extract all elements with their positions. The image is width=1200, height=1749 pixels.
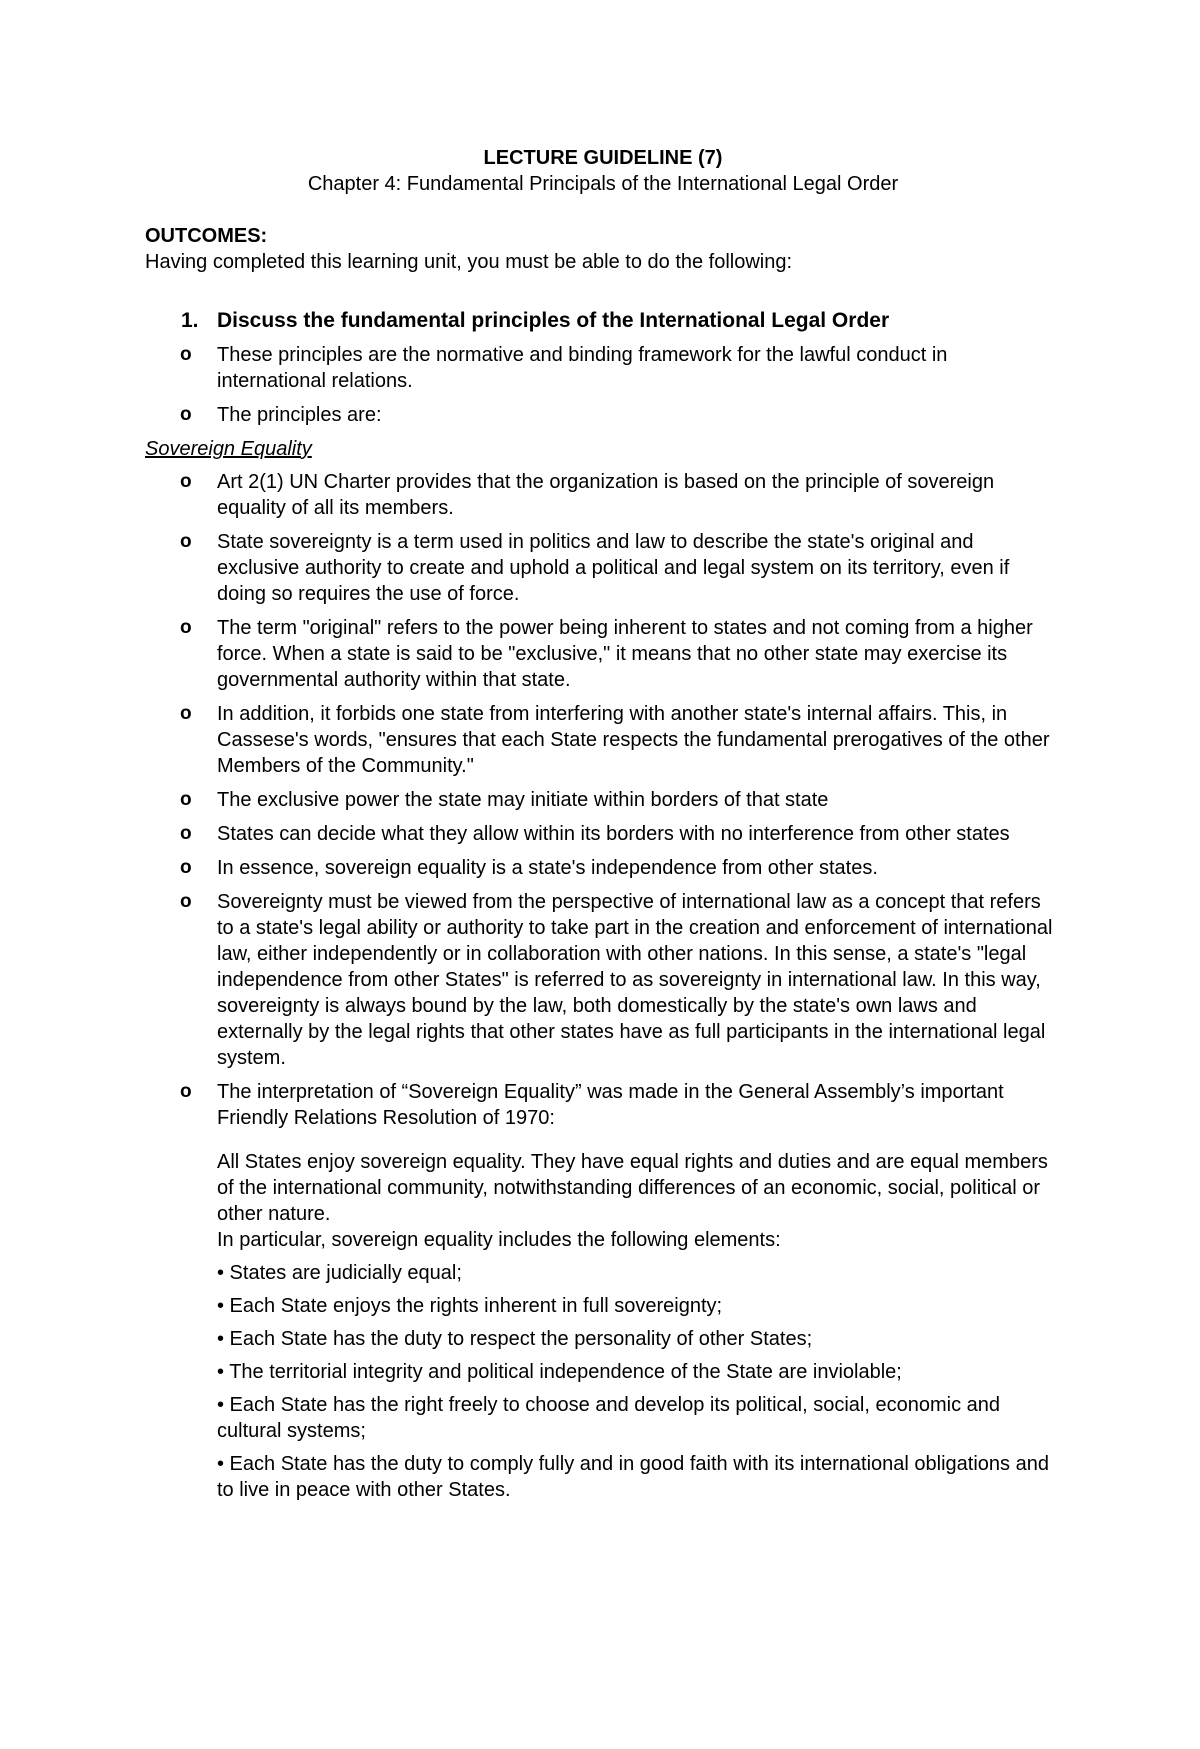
outcome-heading <box>145 308 1061 334</box>
list-item: • Each State has the duty to respect the personality of other States; <box>217 1328 813 1350</box>
list-item-text: The interpretation of “Sovereign Equality” was made in the General Assembly’s important Friendly Relations Resolution of 1970: <box>217 1081 1004 1129</box>
bullet-icon: o <box>180 789 192 810</box>
list-item <box>145 855 1061 881</box>
list-item-text: The exclusive power the state may initiate within borders of that state <box>217 789 829 811</box>
sovereign-equality-points <box>145 469 1061 1131</box>
list-item-text: States can decide what they allow within its borders with no interference from other states <box>217 823 1010 845</box>
list-item-text: The principles are: <box>217 404 382 426</box>
document-subtitle: Chapter 4: Fundamental Principals of the International Legal Order <box>307 173 899 195</box>
list-item: • States are judicially equal; <box>217 1262 462 1284</box>
bullet-icon: o <box>180 823 192 844</box>
list-item: • Each State has the right freely to choose and develop its political, social, economic and cultural systems; <box>217 1394 1001 1442</box>
list-item <box>145 402 1061 428</box>
list-item: • Each State has the duty to comply fully and in good faith with its international obligations and to live in peace with other States. <box>217 1453 1049 1501</box>
bullet-icon: o <box>180 344 192 365</box>
bullet-icon: o <box>180 1081 192 1102</box>
list-item-text: In essence, sovereign equality is a state's independence from other states. <box>217 857 878 879</box>
bullet-icon: o <box>180 857 192 878</box>
list-item <box>145 342 1061 394</box>
list-item <box>145 889 1061 1071</box>
document-body <box>145 145 1061 1510</box>
bullet-icon: o <box>180 531 192 552</box>
list-item <box>145 787 1061 813</box>
list-item <box>145 821 1061 847</box>
list-item-text: These principles are the normative and binding framework for the lawful conduct in international relations. <box>217 344 948 392</box>
list-item <box>145 701 1061 779</box>
outcome-heading-text: Discuss the fundamental principles of the International Legal Order <box>217 309 890 332</box>
list-item-text: The term "original" refers to the power being inherent to states and not coming from a higher force. When a state is said to be "exclusive," it means that no other state may exercise its governmental authority within that state. <box>217 617 1033 691</box>
list-item <box>145 469 1061 521</box>
elements-list <box>217 1260 1061 1503</box>
outcome-number: 1. <box>181 309 199 332</box>
list-item-text: State sovereignty is a term used in politics and law to describe the state's original and exclusive authority to create and uphold a political and legal system on its territory, even if doing so requires the use of force. <box>217 531 1010 605</box>
quote-intro: In particular, sovereign equality includes the following elements: <box>217 1229 781 1251</box>
list-item <box>145 615 1061 693</box>
bullet-icon: o <box>180 891 192 912</box>
document-title: LECTURE GUIDELINE (7) <box>483 147 723 169</box>
intro-points-list <box>145 342 1061 428</box>
bullet-icon: o <box>180 471 192 492</box>
list-item-text: Art 2(1) UN Charter provides that the organization is based on the principle of sovereign equality of all its members. <box>217 471 995 519</box>
quote-paragraph: All States enjoy sovereign equality. They have equal rights and duties and are equal members of the international community, notwithstanding differences of an economic, social, political or other nature. <box>217 1151 1048 1225</box>
bullet-icon: o <box>180 617 192 638</box>
list-item: • The territorial integrity and political independence of the State are inviolable; <box>217 1361 902 1383</box>
bullet-icon: o <box>180 404 192 425</box>
resolution-quote <box>217 1149 1061 1503</box>
list-item <box>145 529 1061 607</box>
outcomes-intro: Having completed this learning unit, you must be able to do the following: <box>145 251 793 273</box>
list-item <box>145 1079 1061 1131</box>
bullet-icon: o <box>180 703 192 724</box>
outcomes-heading: OUTCOMES: <box>145 225 268 247</box>
section-title: Sovereign Equality <box>145 438 312 460</box>
list-item: • Each State enjoys the rights inherent in full sovereignty; <box>217 1295 723 1317</box>
list-item-text: Sovereignty must be viewed from the perspective of international law as a concept that refers to a state's legal ability or authority to take part in the creation and enforcement of international law, either independently or in collaboration with other nations. In this sense, a state's "legal independence from other States" is referred to as sovereignty in international law. In this way, sovereignty is always bound by the law, both domestically by the state's own laws and externally by the legal rights that other states have as full participants in the international legal system. <box>217 891 1053 1069</box>
list-item-text: In addition, it forbids one state from interfering with another state's internal affairs. This, in Cassese's words, "ensures that each State respects the fundamental prerogatives of the other Members of the Community." <box>217 703 1050 777</box>
